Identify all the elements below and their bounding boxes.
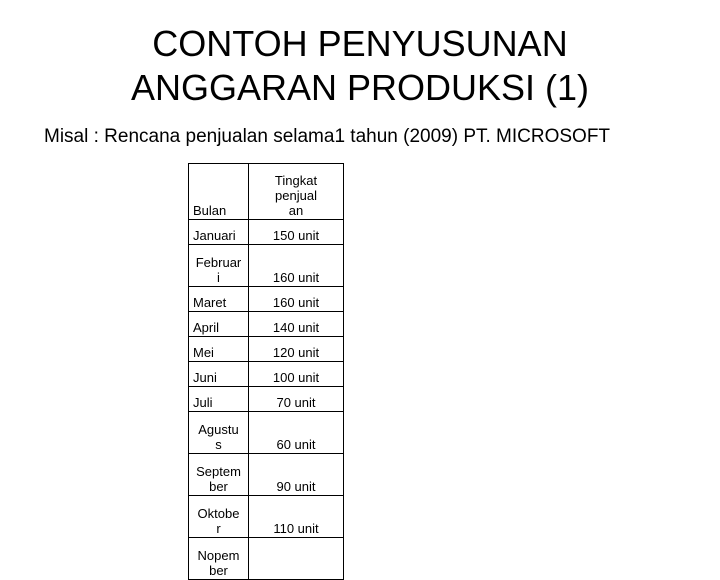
month-cell: Agustu s xyxy=(189,412,249,454)
table-row xyxy=(189,454,344,496)
table-row xyxy=(189,362,344,387)
page-title xyxy=(0,22,720,110)
table-row xyxy=(189,387,344,412)
table-row xyxy=(189,220,344,245)
sales-cell: 140 unit xyxy=(249,312,344,337)
table-row xyxy=(189,337,344,362)
page-subtitle: Misal : Rencana penjualan selama1 tahun (2009) PT. MICROSOFT xyxy=(44,126,611,147)
header-sales-level: Tingkat penjual an xyxy=(249,164,344,220)
title-line-2: ANGGARAN PRODUKSI (1) xyxy=(130,67,590,108)
sales-cell: 160 unit xyxy=(249,287,344,312)
table-row xyxy=(189,412,344,454)
sales-cell xyxy=(249,538,344,580)
table-row xyxy=(189,538,344,580)
table-header-row xyxy=(189,164,344,220)
table-row xyxy=(189,496,344,538)
sales-cell: 100 unit xyxy=(249,362,344,387)
table-row xyxy=(189,312,344,337)
month-cell: Juli xyxy=(189,387,249,412)
table-row xyxy=(189,245,344,287)
sales-plan-table xyxy=(188,163,344,580)
sales-cell: 160 unit xyxy=(249,245,344,287)
sales-cell: 150 unit xyxy=(249,220,344,245)
month-cell: Februar i xyxy=(189,245,249,287)
month-cell: Juni xyxy=(189,362,249,387)
sales-cell: 110 unit xyxy=(249,496,344,538)
sales-cell: 120 unit xyxy=(249,337,344,362)
month-cell: April xyxy=(189,312,249,337)
month-cell: Septem ber xyxy=(189,454,249,496)
sales-cell: 90 unit xyxy=(249,454,344,496)
table-row xyxy=(189,287,344,312)
header-month: Bulan xyxy=(189,164,249,220)
month-cell: Nopem ber xyxy=(189,538,249,580)
month-cell: Mei xyxy=(189,337,249,362)
month-cell: Maret xyxy=(189,287,249,312)
title-line-1: CONTOH PENYUSUNAN xyxy=(152,23,568,64)
month-cell: Oktobe r xyxy=(189,496,249,538)
month-cell: Januari xyxy=(189,220,249,245)
sales-cell: 60 unit xyxy=(249,412,344,454)
sales-cell: 70 unit xyxy=(249,387,344,412)
